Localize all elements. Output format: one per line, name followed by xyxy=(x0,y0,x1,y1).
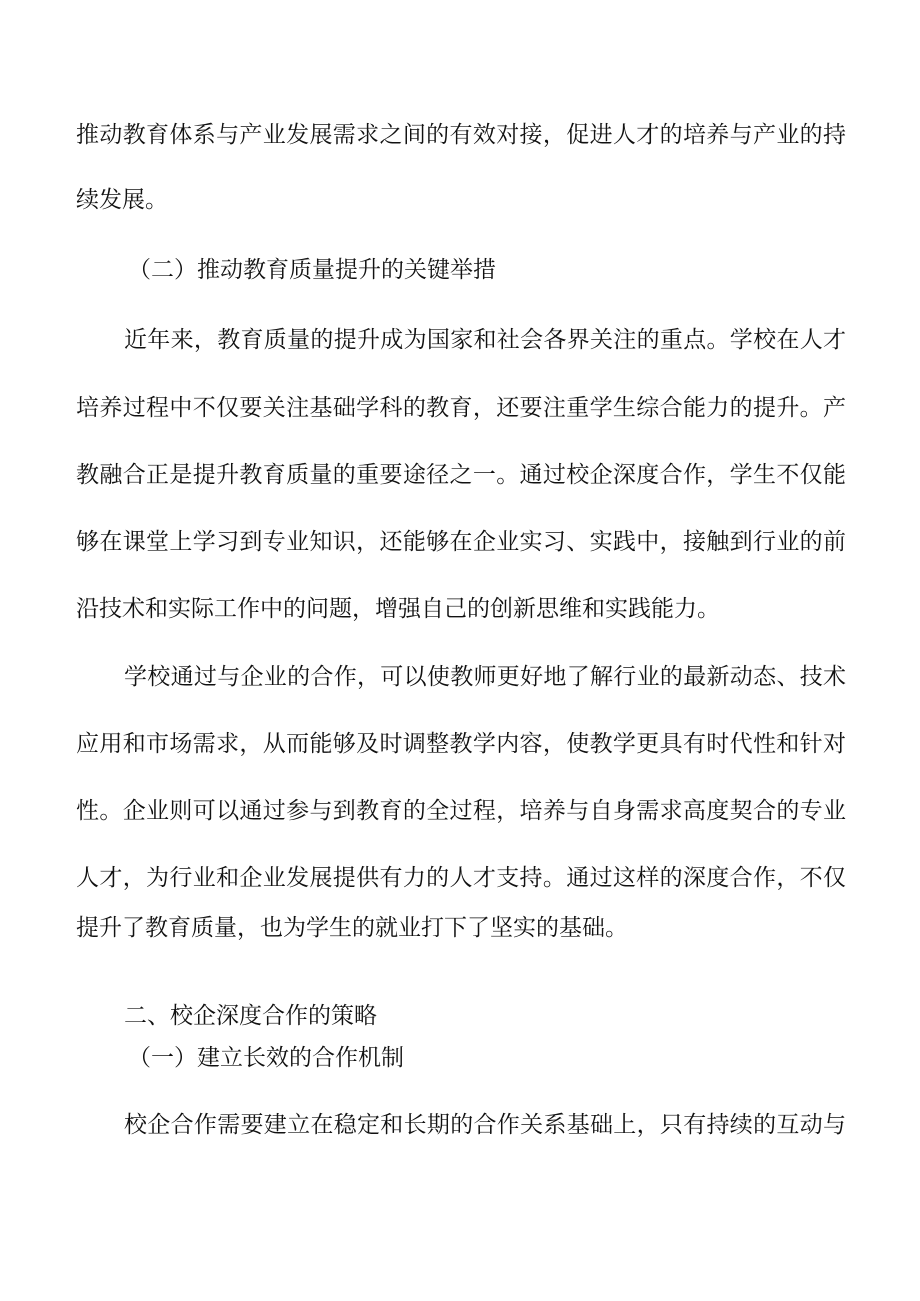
paragraph-line: 提升了教育质量，也为学生的就业打下了坚实的基础。 xyxy=(76,915,628,941)
paragraph-line: 校企合作需要建立在稳定和长期的合作关系基础上，只有持续的互动与 xyxy=(124,1112,846,1138)
section-heading-2: （一）建立长效的合作机制 xyxy=(128,1045,404,1071)
paragraph-line: 推动教育体系与产业发展需求之间的有效对接，促进人才的培养与产业的持 xyxy=(76,122,846,148)
paragraph-line: 学校通过与企业的合作，可以使教师更好地了解行业的最新动态、技术 xyxy=(124,664,846,690)
paragraph-line: 人才，为行业和企业发展提供有力的人才支持。通过这样的深度合作，不仅 xyxy=(76,865,846,891)
paragraph-line: 性。企业则可以通过参与到教育的全过程，培养与自身需求高度契合的专业 xyxy=(76,798,846,824)
paragraph-line: 续发展。 xyxy=(76,187,168,213)
paragraph-line: 应用和市场需求，从而能够及时调整教学内容，使教学更具有时代性和针对 xyxy=(76,731,846,757)
paragraph-line: 够在课堂上学习到专业知识，还能够在企业实习、实践中，接触到行业的前 xyxy=(76,529,846,555)
paragraph-line: 教融合正是提升教育质量的重要途径之一。通过校企深度合作，学生不仅能 xyxy=(76,462,846,488)
paragraph-line: 近年来，教育质量的提升成为国家和社会各界关注的重点。学校在人才 xyxy=(124,327,846,353)
section-heading-2: （二）推动教育质量提升的关键举措 xyxy=(128,257,496,283)
paragraph-line: 沿技术和实际工作中的问题，增强自己的创新思维和实践能力。 xyxy=(76,596,720,622)
paragraph-line: 培养过程中不仅要关注基础学科的教育，还要注重学生综合能力的提升。产 xyxy=(76,395,846,421)
section-heading-1: 二、校企深度合作的策略 xyxy=(124,1003,377,1029)
